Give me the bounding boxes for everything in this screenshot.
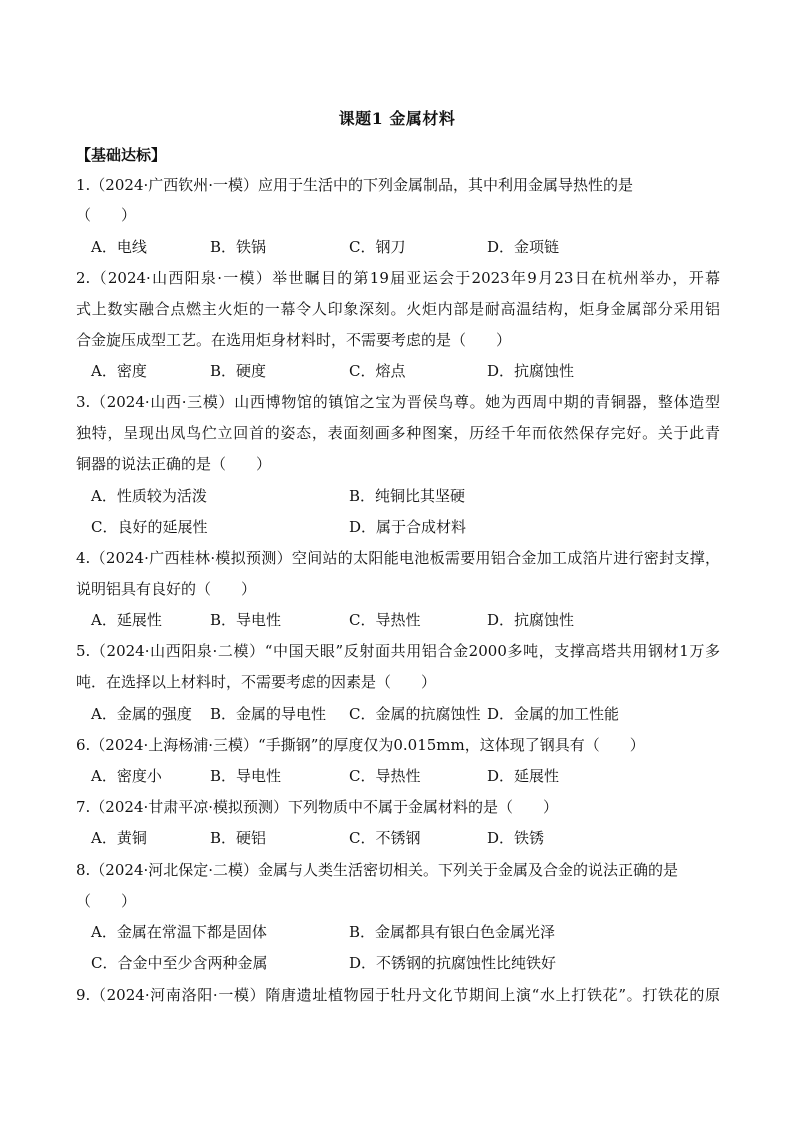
question-5-line-1: 5.（2024·山西阳泉·二模）“中国天眼”反射面共用铝合金2000多吨，支撑高塔共用钢材1万多 (76, 642, 720, 660)
question-7-option-b: B．硬铝 (210, 829, 267, 847)
question-2-option-b: B．硬度 (210, 362, 267, 380)
question-8-line-2: （ ） (76, 892, 137, 910)
question-2-line-2: 式上数实融合点燃主火炬的一幕令人印象深刻。火炬内部是耐高温结构，炬身金属部分采用铝 (76, 300, 720, 318)
question-8-option-b: B．金属都具有银白色金属光泽 (349, 923, 556, 941)
question-3-option-a: A．性质较为活泼 (91, 487, 207, 505)
question-4-option-c: C．导热性 (349, 611, 421, 629)
question-1-option-c: C．钢刀 (349, 238, 406, 256)
question-7-option-d: D．铁锈 (487, 829, 545, 847)
question-5-option-d: D．金属的加工性能 (487, 705, 620, 723)
question-3-line-1: 3.（2024·山西·三模）山西博物馆的镇馆之宝为晋侯鸟尊。她为西周中期的青铜器，整体造型 (76, 393, 720, 411)
question-3-line-3: 铜器的说法正确的是（ ） (76, 455, 272, 473)
question-7-option-a: A．黄铜 (91, 829, 147, 847)
question-4-option-a: A．延展性 (91, 611, 162, 629)
question-5-option-c: C．金属的抗腐蚀性 (349, 705, 481, 723)
question-3-option-c: C．良好的延展性 (91, 518, 208, 536)
question-8-option-a: A．金属在常温下都是固体 (91, 923, 267, 941)
question-1-option-a: A．电线 (91, 238, 147, 256)
question-5-line-2: 吨．在选择以上材料时，不需要考虑的因素是（ ） (76, 673, 437, 691)
section-heading: 【基础达标】 (76, 146, 167, 164)
question-3-option-d: D．属于合成材料 (349, 518, 467, 536)
question-1-line-1: 1.（2024·广西钦州·一模）应用于生活中的下列金属制品，其中利用金属导热性的是 (76, 176, 634, 194)
question-6-option-d: D．延展性 (487, 767, 560, 785)
question-6-line-1: 6.（2024·上海杨浦·三模）“手撕钢”的厚度仅为0.015mm，这体现了钢具有（ ） (76, 736, 645, 754)
question-6-option-c: C．导热性 (349, 767, 421, 785)
question-6-option-a: A．密度小 (91, 767, 162, 785)
question-2-line-3: 合金旋压成型工艺。在选用炬身材料时，不需要考虑的是（ ） (76, 331, 512, 349)
question-8-line-1: 8.（2024·河北保定·二模）金属与人类生活密切相关。下列关于金属及合金的说法正确的是 (76, 861, 679, 879)
question-4-option-b: B．导电性 (210, 611, 282, 629)
question-6-option-b: B．导电性 (210, 767, 282, 785)
question-3-line-2: 独特，呈现出凤鸟伫立回首的姿态，表面刻画多种图案，历经千年而依然保存完好。关于此青 (76, 424, 720, 442)
question-2-line-1: 2.（2024·山西阳泉·一模）举世瞩目的第19届亚运会于2023年9月23日在杭州举办，开幕 (76, 269, 720, 287)
question-5-option-b: B．金属的导电性 (210, 705, 327, 723)
question-8-option-d: D．不锈钢的抗腐蚀性比纯铁好 (349, 954, 557, 972)
question-4-line-1: 4.（2024·广西桂林·模拟预测）空间站的太阳能电池板需要用铝合金加工成箔片进行密封支撑， (76, 549, 720, 567)
question-1-option-d: D．金项链 (487, 238, 560, 256)
question-3-option-b: B．纯铜比其坚硬 (349, 487, 466, 505)
question-1-line-2: （ ） (76, 206, 137, 224)
question-7-option-c: C．不锈钢 (349, 829, 421, 847)
question-2-option-a: A．密度 (91, 362, 147, 380)
question-7-line-1: 7.（2024·甘肃平凉·模拟预测）下列物质中不属于金属材料的是（ ） (76, 798, 559, 816)
question-9-line-1: 9.（2024·河南洛阳·一模）隋唐遗址植物园于牡丹文化节期间上演“水上打铁花”。打铁花的原 (76, 986, 720, 1004)
question-4-line-2: 说明铝具有良好的（ ） (76, 580, 257, 598)
question-5-option-a: A．金属的强度 (91, 705, 192, 723)
question-2-option-d: D．抗腐蚀性 (487, 362, 575, 380)
question-2-option-c: C．熔点 (349, 362, 406, 380)
question-1-option-b: B．铁锅 (210, 238, 267, 256)
question-4-option-d: D．抗腐蚀性 (487, 611, 575, 629)
question-8-option-c: C．合金中至少含两种金属 (91, 954, 268, 972)
page-title: 课题1 金属材料 (338, 109, 456, 128)
